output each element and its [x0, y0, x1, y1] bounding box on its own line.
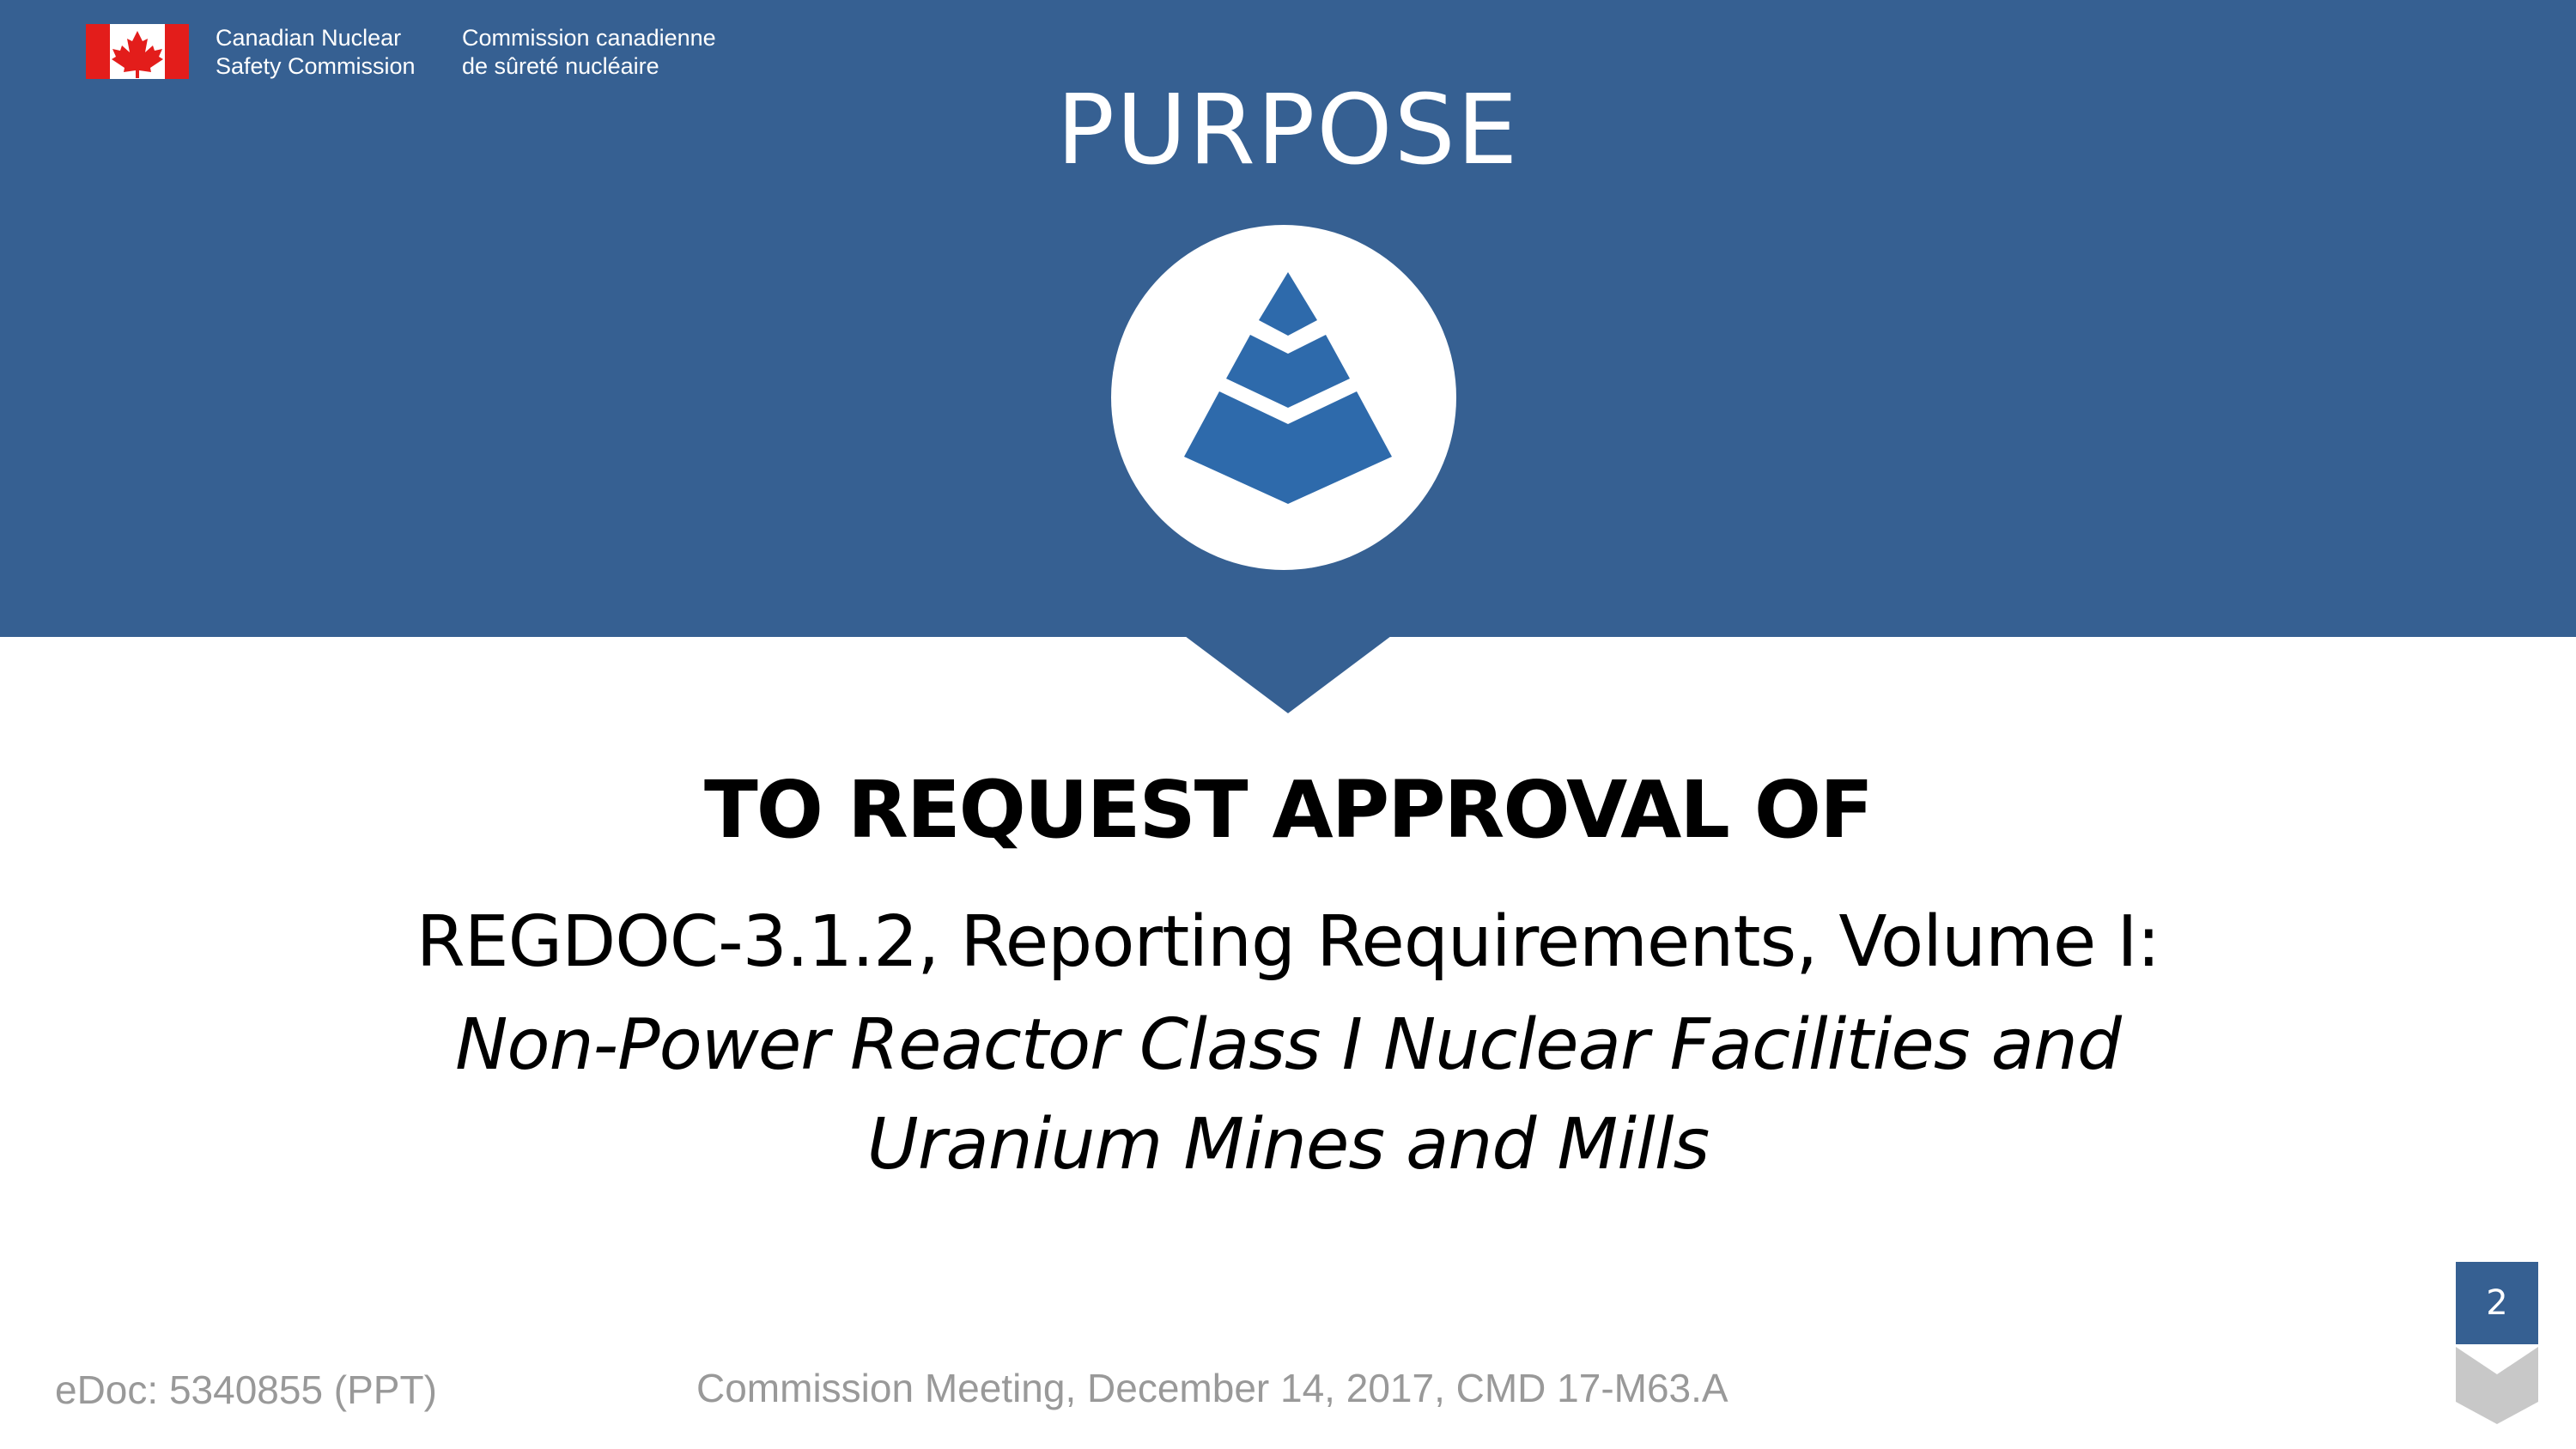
organization-name-english-line: Canadian Nuclear — [216, 25, 402, 51]
page-number-badge — [2456, 1262, 2538, 1344]
regdoc-subtitle-line: Uranium Mines and Mills — [866, 1104, 1710, 1185]
page-number: 2 — [2486, 1283, 2508, 1323]
meeting-reference: Commission Meeting, December 14, 2017, CMD 17-M63.A — [696, 1366, 1728, 1410]
chevron-down-icon[interactable] — [2456, 1342, 2538, 1424]
organization-name-english-line: Safety Commission — [216, 53, 416, 79]
edoc-reference: eDoc: 5340855 (PPT) — [55, 1367, 437, 1412]
regdoc-reference: REGDOC-3.1.2, Reporting Requirements, Volume I: — [416, 901, 2160, 983]
emblem-circle — [1111, 225, 1456, 570]
organization-name-french-line: de sûreté nucléaire — [462, 53, 659, 79]
purpose-heading: TO REQUEST APPROVAL OF — [704, 764, 1872, 856]
regdoc-subtitle-line: Non-Power Reactor Class I Nuclear Facilities and — [455, 1004, 2121, 1086]
organization-name-french-line: Commission canadienne — [462, 25, 716, 51]
slide-title: PURPOSE — [1056, 75, 1520, 186]
pyramid-icon — [1111, 225, 1456, 570]
header-pointer — [1185, 636, 1391, 713]
